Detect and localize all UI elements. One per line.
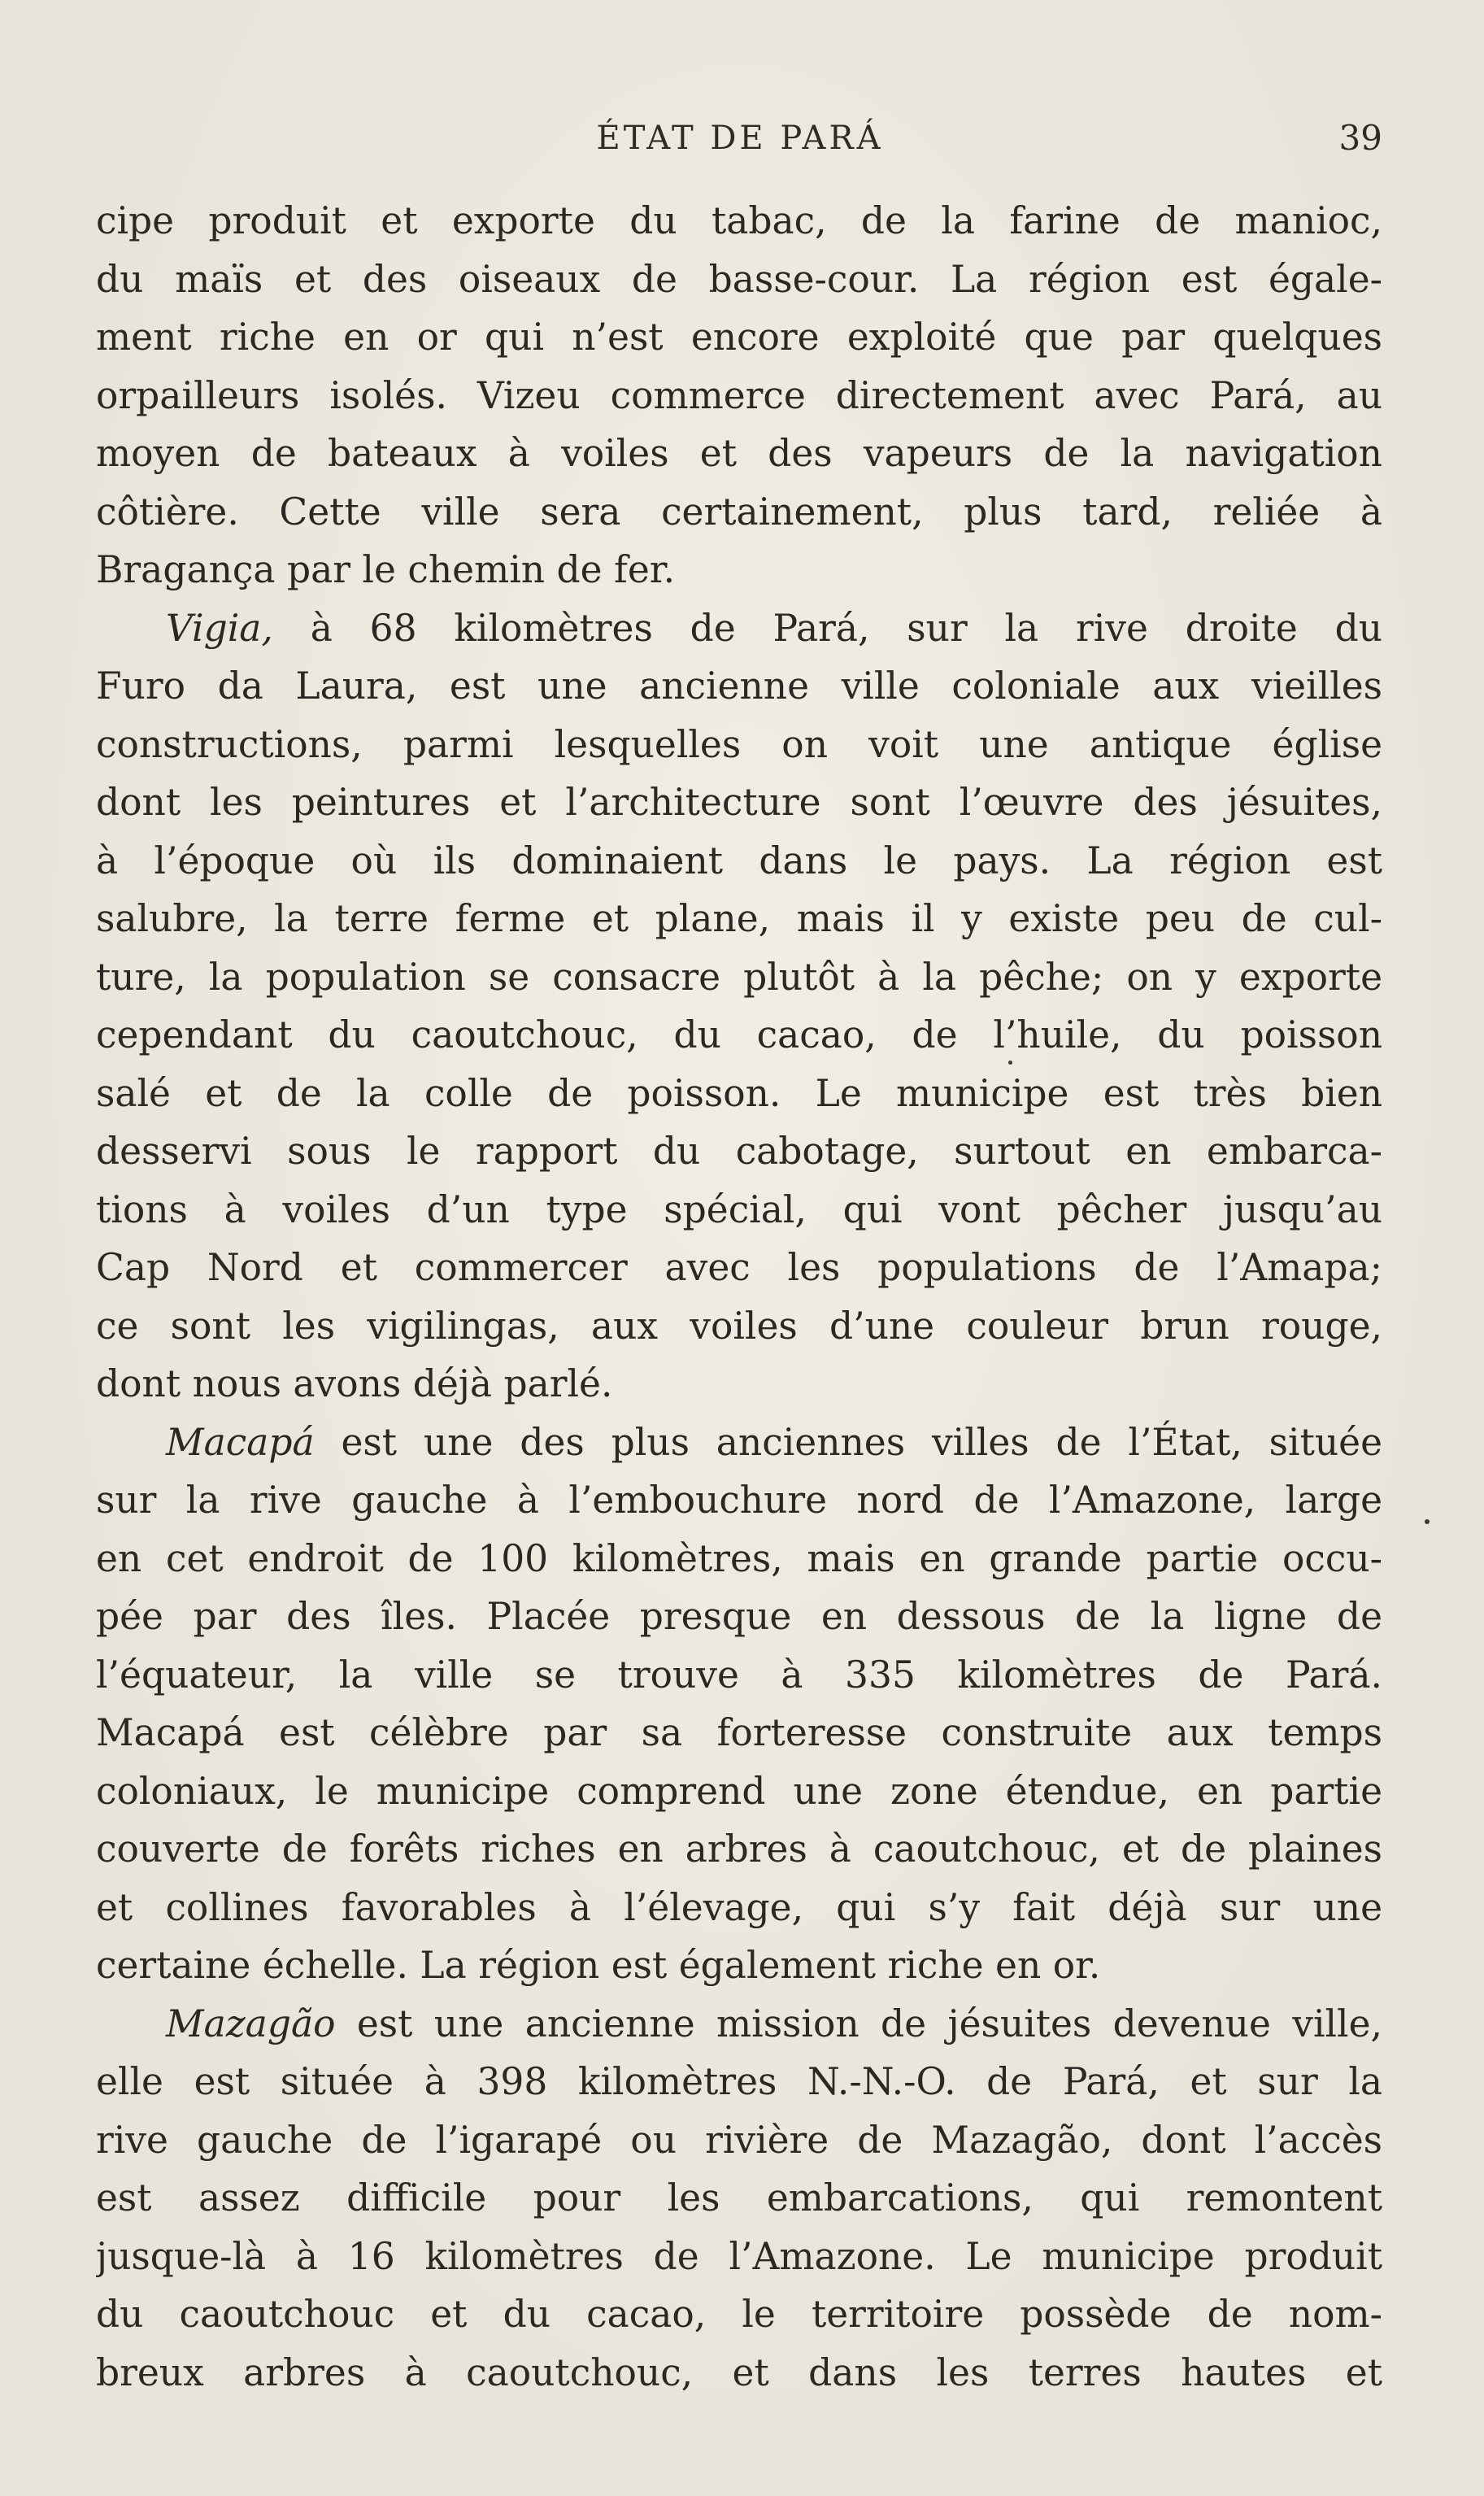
text-line: elle est située à 398 kilomètres N.-N.-O. de Pará, et sur la	[96, 2060, 1382, 2103]
text-line: cipe produit et exporte du tabac, de la farine de manioc,	[96, 199, 1382, 242]
text-line: couverte de forêts riches en arbres à caoutchouc, et de plaines	[96, 1827, 1382, 1871]
ink-speck	[1008, 1061, 1012, 1065]
text-line: dont les peintures et l’architecture sont l’œuvre des jésuites,	[96, 781, 1382, 824]
text-line: du maïs et des oiseaux de basse-cour. La région est égale-	[96, 257, 1382, 301]
text-line: Cap Nord et commercer avec les populations de l’Amapa;	[96, 1246, 1382, 1289]
text-line: moyen de bateaux à voiles et des vapeurs de la navigation	[96, 432, 1382, 475]
paragraph-first-line	[96, 1414, 1382, 1472]
place-name: Mazagão	[166, 2002, 336, 2045]
text-line: certaine échelle. La région est également riche en or.	[96, 1944, 1101, 1987]
line-rest: est une ancienne mission de jésuites devenue ville,	[356, 2002, 1382, 2045]
text-line: l’équateur, la ville se trouve à 335 kilomètres de Pará.	[96, 1653, 1382, 1697]
ink-speck	[1425, 1519, 1430, 1524]
text-line: salubre, la terre ferme et plane, mais il y existe peu de cul-	[96, 897, 1382, 940]
text-line: Macapá est célèbre par sa forteresse construite aux temps	[96, 1711, 1382, 1754]
text-line: en cet endroit de 100 kilomètres, mais en grande partie occu-	[96, 1536, 1382, 1580]
text-line: cependant du caoutchouc, du cacao, de l’huile, du poisson	[96, 1013, 1382, 1056]
text-line: ture, la population se consacre plutôt à la pêche; on y exporte	[96, 955, 1382, 999]
text-line: Furo da Laura, est une ancienne ville coloniale aux vieilles	[96, 664, 1382, 708]
text-line: sur la rive gauche à l’embouchure nord de l’Amazone, large	[96, 1479, 1382, 1522]
place-name: Vigia,	[166, 606, 273, 650]
text-line: constructions, parmi lesquelles on voit une antique église	[96, 722, 1382, 766]
text-line: Bragança par le chemin de fer.	[96, 548, 676, 591]
text-line: tions à voiles d’un type spécial, qui vont pêcher jusqu’au	[96, 1187, 1382, 1231]
text-line: ce sont les vigilingas, aux voiles d’une couleur brun rouge,	[96, 1304, 1382, 1348]
text-line: orpailleurs isolés. Vizeu commerce directement avec Pará, au	[96, 373, 1382, 417]
text-line: rive gauche de l’igarapé ou rivière de Mazagão, dont l’accès	[96, 2118, 1382, 2162]
text-line: coloniaux, le municipe comprend une zone étendue, en partie	[96, 1769, 1382, 1813]
line-rest: à 68 kilomètres de Pará, sur la rive droite du	[310, 606, 1382, 650]
text-line: desservi sous le rapport du cabotage, surtout en embarca-	[96, 1130, 1382, 1173]
paragraph-first-line	[96, 1995, 1382, 2054]
place-name: Macapá	[166, 1420, 315, 1464]
paragraph-first-line	[96, 599, 1382, 658]
text-line: côtière. Cette ville sera certainement, plus tard, reliée à	[96, 490, 1382, 534]
running-header	[98, 114, 1382, 163]
text-line: pée par des îles. Placée presque en dessous de la ligne de	[96, 1595, 1382, 1638]
text-line: ment riche en or qui n’est encore exploité que par quelques	[96, 316, 1382, 359]
text-line: breux arbres à caoutchouc, et dans les terres hautes et	[96, 2350, 1382, 2394]
text-line: du caoutchouc et du cacao, le territoire possède de nom-	[96, 2293, 1382, 2336]
page-number: 39	[1338, 118, 1382, 158]
line-rest: est une des plus anciennes villes de l’État, située	[341, 1420, 1382, 1464]
text-line: jusque-là à 16 kilomètres de l’Amazone. Le municipe produit	[96, 2234, 1382, 2278]
text-line: et collines favorables à l’élevage, qui s’y fait déjà sur une	[96, 1885, 1382, 1929]
text-line: dont nous avons déjà parlé.	[96, 1362, 613, 1405]
running-title: ÉTAT DE PARÁ	[596, 120, 884, 157]
text-line: à l’époque où ils dominaient dans le pays. La région est	[96, 839, 1382, 882]
text-line: est assez difficile pour les embarcations, qui remontent	[96, 2176, 1382, 2219]
body-text	[96, 192, 1382, 2402]
text-line: salé et de la colle de poisson. Le municipe est très bien	[96, 1071, 1382, 1115]
